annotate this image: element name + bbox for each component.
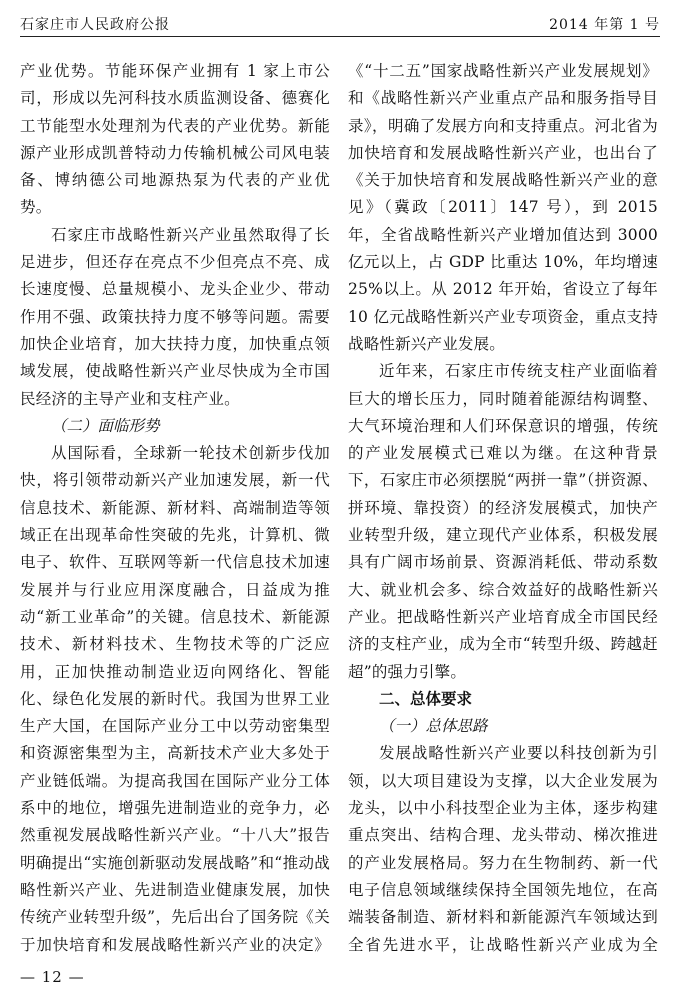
paragraph: 《“十二五”国家战略性新兴产业发展规划》和《战略性新兴产业重点产品和服务指导目录》，明确了发展方向和支持重点。河北省为加快培育和发展战略性新兴产业，也出台了《关于加快培育和发展战略性新兴产业的意见》（冀政〔2011〕147 号），到 2015 年，全省战略性新兴产业增加值达到 3000 亿元以上，占 GDP 比重达 10%，年均增速 25%以上。从 2012 年开始，省设立了每年 10 亿元战略性新兴产业专项资金，重点支持战略性新兴产业发展。 [348,62,658,353]
section-subheading: （一）总体思路 [379,717,488,736]
paragraph: 从国际看，全球新一轮技术创新步伐加快，将引领带动新兴产业加速发展，新一代信息技术、新能源、新材料、高端制造等领域正在出现革命性突破的先兆，计算机、微电子、软件、互联网等新一代信息技术加速发展并与行业应用深度融合，日益成为推动“新工业革命”的关键。信息技术、新能源技术、新材料技术、生物技术等的广泛应用，正加快推动制造业迈向网络化、智能化、绿色化发展的新时代。我国为世界工业生产大国，在国际产业分工中以劳动密集型和资源密集型为主，高新技术产业大多处于产业链低端。为提高我国在国际产业分工体系中的地位，增强先进制造业的竞争力，必然重视发展战略性新兴产业。“十八大”报告明确提出“实施创新驱动发展战略”和“推动战略性新兴产业、先进制造业健康发展，加快传统产业转型升级”，先后出台了国务院《关于加快培育和发展战略性新兴产业的决定》 [20,444,330,954]
paragraph: 近年来，石家庄市传统支柱产业面临着巨大的增长压力，同时随着能源结构调整、大气环境治理和人们环保意识的增强，传统的产业发展模式已难以为继。在这种背景下，石家庄市必须摆脱“两拼一靠”（拼资源、拼环境、靠投资）的经济发展模式，加快产业转型升级，建立现代产业体系，积极发展具有广阔市场前景、资源消耗低、带动系数大、就业机会多、综合效益好的战略性新兴产业。把战略性新兴产业培育成全市国民经济的支柱产业，成为全市“转型升级、跨越赶超”的强力引擎。 [348,362,658,681]
left-column [20,58,330,963]
section-heading: 二、总体要求 [379,689,473,708]
publication-title: 石家庄市人民政府公报 [20,17,170,33]
issue-number: 2014 年第 1 号 [549,17,660,33]
section-subheading: （二）面临形势 [51,416,160,435]
header-rule [20,36,660,37]
paragraph: 发展战略性新兴产业要以科技创新为引领，以大项目建设为支撑，以大企业发展为龙头，以中小科技型企业为主体，逐步构建重点突出、结构合理、龙头带动、梯次推进的产业发展格局。努力在生物制药、新一代电子信息领域继续保持全国领先地位，在高端装备制造、新材料和新能源汽车领域达到全省先进水平，让战略性新兴产业成为全 [348,744,658,954]
paragraph: 石家庄市战略性新兴产业虽然取得了长足进步，但还存在亮点不少但亮点不亮、成长速度慢、总量规模小、龙头企业少、带动作用不强、政策扶持力度不够等问题。需要加快企业培育，加大扶持力度，加快重点领域发展，使战略性新兴产业尽快成为全市国民经济的主导产业和支柱产业。 [20,225,330,408]
right-column [348,58,658,963]
page-number: — 12 — [20,968,85,986]
page-header [20,6,660,32]
paragraph: 产业优势。节能环保产业拥有 1 家上市公司，形成以先河科技水质监测设备、德赛化工节能型水处理剂为代表的产业优势。新能源产业形成凯普特动力传输机械公司风电装备、博纳德公司地源热泵为代表的产业优势。 [20,62,330,217]
